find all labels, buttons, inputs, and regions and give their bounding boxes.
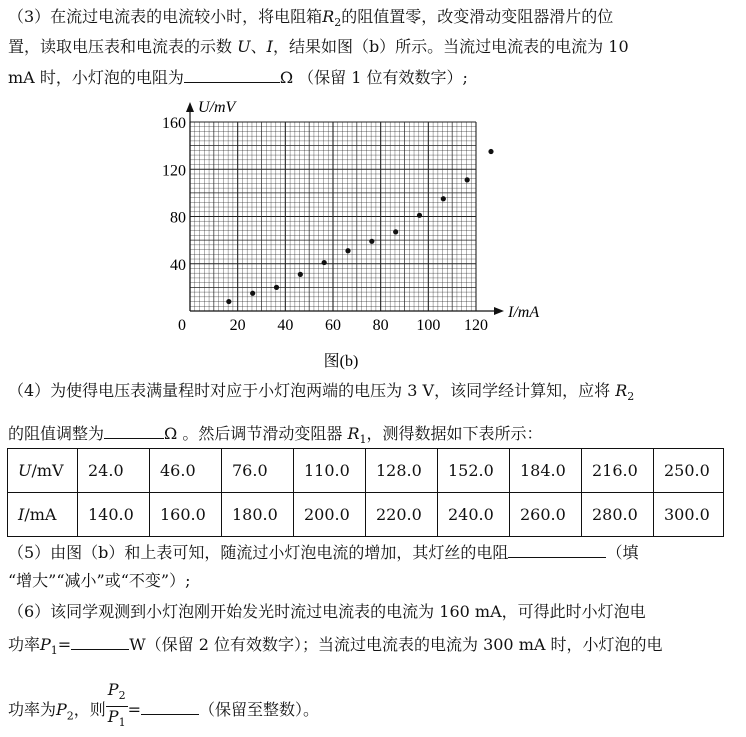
equals-sign: = [57,635,72,654]
q5-answer-blank[interactable] [508,541,606,558]
p2-subscript: 2 [66,709,74,723]
q6-text: （保留至整数）。 [198,700,319,720]
data-point [369,239,374,244]
p2-symbol: P [56,700,67,720]
q3-text: ，结果如图（b）所示。当流过电流表的电流为 10 [272,37,629,56]
r2-symbol: R [322,7,335,26]
r1-symbol: R [347,424,360,443]
data-point [226,299,231,304]
separator: 、 [250,37,267,56]
table-cell: 110.0 [294,449,366,493]
ratio-fraction [106,680,128,733]
p1-symbol: P [40,635,51,654]
x-tick-label: 100 [416,317,441,334]
y-axis-label: U/mV [198,99,236,116]
row-header [8,449,78,493]
q6-text: 功率为 [8,700,57,720]
table-cell: 24.0 [78,449,150,493]
table-cell: 200.0 [294,493,366,537]
table-cell: 76.0 [222,449,294,493]
table-cell: 300.0 [654,493,724,537]
q5-line-1 [8,541,638,564]
q4-text: ，测得数据如下表所示： [366,424,543,443]
p2-subscript: 2 [118,689,126,703]
u-symbol: U [237,37,251,56]
q4-text: Ω 。然后调节滑动变阻器 [164,424,343,443]
q6-line-3 [8,680,319,737]
data-point [345,248,350,253]
table-cell: 240.0 [438,493,510,537]
q5-text: （填 [606,543,639,562]
q3-text: 置，读取电压表和电流表的示数 [8,37,233,56]
data-point [393,229,398,234]
table-cell: 280.0 [582,493,654,537]
q6-text: ，则 [73,700,106,720]
q4-text: （4）为使得电压表满量程时对应于小灯泡两端的电压为 3 V，该同学经计算知，应将 [8,381,611,400]
q6-line-2 [8,633,663,662]
table-cell: 220.0 [366,493,438,537]
q3-text: Ω （保留 1 位有效数字）; [279,68,468,87]
data-point [322,260,327,265]
q4-answer-blank[interactable] [104,422,164,439]
unit-label: /mA [24,505,57,524]
p1-subscript: 1 [50,644,58,658]
q6-p1-answer-blank[interactable] [71,633,129,650]
y-tick-label: 160 [162,115,186,132]
q5-line-2 [8,570,190,592]
table-cell: 46.0 [150,449,222,493]
q6-text: W（保留 2 位有效数字）；当流过电流表的电流为 300 mA 时，小灯泡的电 [129,635,663,654]
data-table [7,448,724,537]
unit-label: /mV [31,461,64,480]
figure-caption: 图(b) [323,353,359,370]
p1-symbol: P [107,707,119,727]
fraction-numerator [106,680,128,707]
q6-text: 功率 [8,635,41,654]
table-row-u [8,449,724,493]
y-tick-label: 40 [170,256,186,274]
x-tick-label: 80 [372,317,389,334]
q4-line-1 [8,380,634,408]
data-point [250,291,255,296]
q5-text: （5）由图（b）和上表可知，随流过小灯泡电流的增加，其灯丝的电阻 [8,543,509,562]
r2-subscript: 2 [334,16,342,30]
q4-line-2 [8,422,543,451]
table-cell: 152.0 [438,449,510,493]
q4-text: 的阻值调整为 [8,424,105,443]
u-symbol: U [18,461,32,480]
q6-line-1 [8,601,646,623]
equals-sign: = [127,700,141,720]
r2-symbol: R [615,381,628,400]
data-point [298,272,303,277]
y-tick-label: 120 [162,162,186,180]
table-cell: 160.0 [150,493,222,537]
row-header [8,493,78,537]
x-tick-label: 60 [325,317,341,334]
table-cell: 184.0 [510,449,582,493]
p1-subscript: 1 [118,716,126,730]
p2-symbol: P [107,680,119,699]
r1-subscript: 1 [359,433,367,447]
r2-subscript: 2 [627,390,635,404]
data-point [465,177,470,182]
x-tick-label: 120 [464,317,488,334]
x-axis-arrow [494,307,504,315]
data-point [417,213,422,218]
y-axis-arrow [186,102,194,112]
i-symbol: I [18,505,25,524]
x-tick-label: 40 [277,317,294,334]
table-cell: 260.0 [510,493,582,537]
table-cell: 250.0 [654,449,724,493]
table-cell: 180.0 [222,493,294,537]
q3-text: 的阻值置零，改变滑动变阻器滑片的位 [341,7,614,26]
y-tick-label: 80 [170,209,186,227]
q6-text: （6）该同学观测到小灯泡刚开始发光时流过电流表的电流为 160 mA，可得此时小灯泡电 [8,602,646,621]
x-axis-label: I/mA [508,304,540,321]
table-row-i [8,493,724,537]
q3-text: mA 时，小灯泡的电阻为 [8,68,184,87]
data-point [441,196,446,201]
q3-text: （3）在流过电流表的电流较小时，将电阻箱 [8,7,323,26]
x-tick-label: 20 [229,317,246,334]
data-point [274,285,279,290]
q5-text: “增大”“减小”或“不变”）; [8,571,191,590]
table-cell: 140.0 [78,493,150,537]
table-cell: 128.0 [366,449,438,493]
i-symbol: I [266,37,273,56]
x-tick-label: 0 [178,317,186,334]
q6-ratio-answer-blank[interactable] [141,698,199,715]
data-point [488,149,493,154]
table-cell: 216.0 [582,449,654,493]
fraction-denominator [106,707,128,733]
